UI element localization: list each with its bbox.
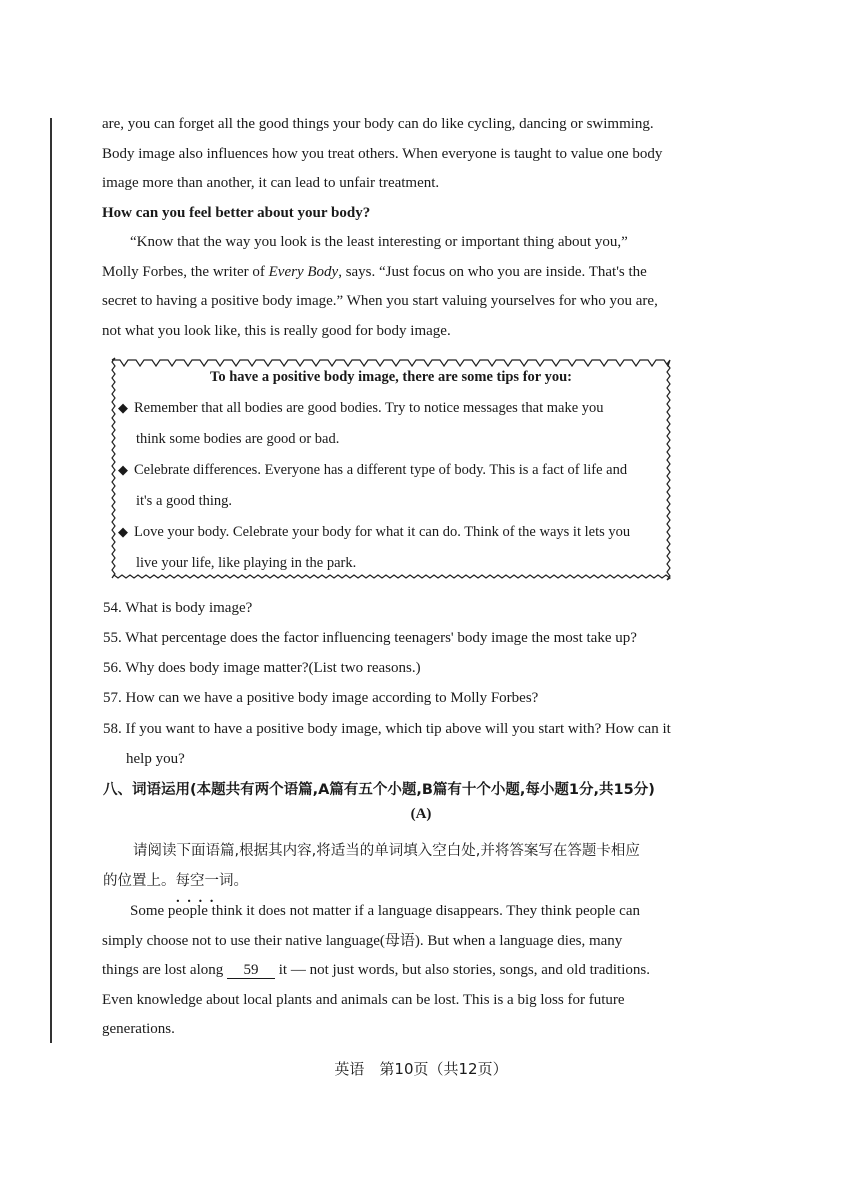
instruction-line (103, 866, 693, 896)
tip-line: live your life, like playing in the park. (136, 555, 357, 571)
tip-line: Love your body. Celebrate your body for what it can do. Think of the ways it lets you (134, 524, 631, 540)
diamond-bullet-icon: ◆ (118, 400, 128, 415)
section-8-heading: 八、词语运用(本题共有两个语篇,A篇有五个小题,B篇有十个小题,每小题1分,共15分) (103, 782, 655, 798)
tip-line: it's a good thing. (136, 493, 233, 509)
question-58-cont: help you? (126, 751, 185, 767)
passage-line: are, you can forget all the good things your body can do like cycling, dancing or swimming. (102, 116, 654, 132)
passage-line (102, 258, 692, 288)
cloze-text: things are lost along (102, 962, 227, 978)
binding-margin-line (50, 118, 52, 1043)
tips-title: To have a positive body image, there are some tips for you: (210, 369, 572, 385)
cloze-line: generations. (102, 1021, 175, 1037)
cloze-line: Some people think it does not matter if a language disappears. They think people can (130, 903, 640, 919)
passage-line: image more than another, it can lead to unfair treatment. (102, 175, 440, 191)
tips-box (108, 356, 674, 582)
question-56: 56. Why does body image matter?(List two reasons.) (103, 660, 421, 676)
tip-item (118, 392, 668, 455)
question-57: 57. How can we have a positive body image according to Molly Forbes? (103, 690, 539, 706)
cloze-text: it — not just words, but also stories, songs, and old traditions. (274, 962, 650, 978)
cloze-passage (102, 897, 692, 1045)
instruction-line: 请阅读下面语篇,根据其内容,将适当的单词填入空白处,并将答案写在答题卡相应 (133, 843, 640, 859)
passage-text: , says. “Just focus on who you are inside. That's the (338, 263, 647, 280)
blank-59[interactable]: 59 (227, 962, 275, 979)
instruction-text: 的位置上。 (103, 873, 176, 889)
part-a-label: (A) (410, 806, 432, 822)
question-54: 54. What is body image? (103, 600, 253, 616)
cloze-line: simply choose not to use their native language(母语). But when a language dies, many (102, 932, 623, 949)
tip-line: Celebrate differences. Everyone has a different type of body. This is a fact of life and (134, 462, 628, 478)
question-55: 55. What percentage does the factor influencing teenagers' body image the most take up? (103, 630, 637, 646)
page-footer: 英语 第10页（共12页） (334, 1060, 508, 1078)
cloze-line: Even knowledge about local plants and animals can be lost. This is a big loss for future (102, 991, 625, 1008)
passage-line: secret to having a positive body image.” When you start valuing yourselves for who you are, (102, 293, 658, 309)
tip-item (118, 516, 668, 579)
passage-line: Body image also influences how you treat others. When everyone is taught to value one body (102, 145, 663, 162)
cloze-line (102, 956, 692, 986)
section-heading: How can you feel better about your body? (102, 204, 371, 221)
diamond-bullet-icon: ◆ (118, 524, 128, 539)
tip-line: Remember that all bodies are good bodies. Try to notice messages that make you (134, 400, 604, 416)
passage-line: not what you look like, this is really good for body image. (102, 322, 451, 339)
passage-top (102, 110, 692, 346)
instruction (103, 836, 693, 896)
tip-line: think some bodies are good or bad. (136, 431, 340, 447)
emphasis-text: 每空一词 • • • • (176, 873, 234, 889)
instruction-text: 。 (233, 873, 248, 889)
question-58: 58. If you want to have a positive body image, which tip above will you start with? How can it (103, 721, 671, 737)
diamond-bullet-icon: ◆ (118, 462, 128, 477)
passage-line: “Know that the way you look is the least interesting or important thing about you,” (130, 234, 628, 250)
tip-item (118, 454, 668, 517)
passage-text: Molly Forbes, the writer of (102, 263, 269, 280)
book-title: Every Body (268, 263, 339, 280)
